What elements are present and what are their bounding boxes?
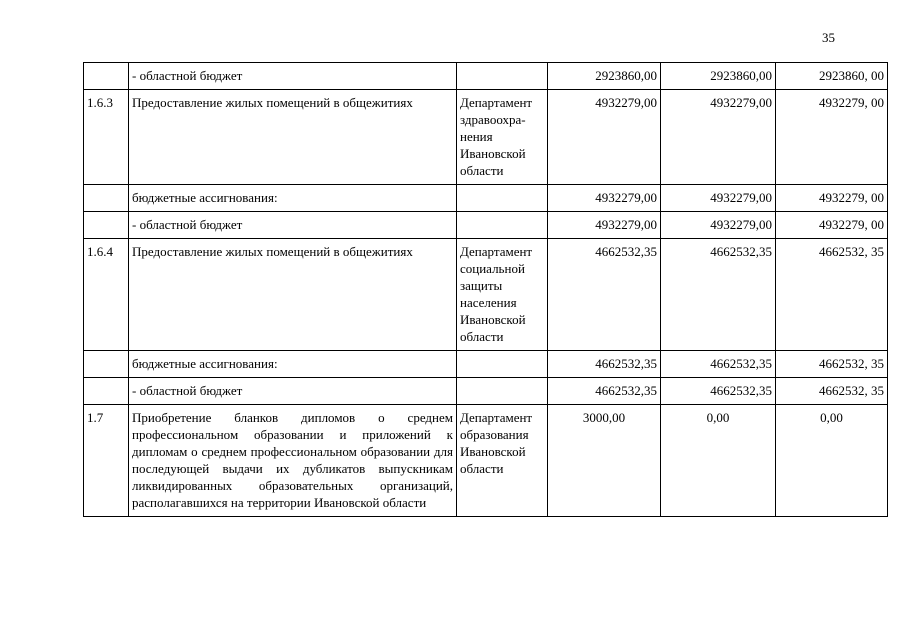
row-value-1: 4662532,35 <box>548 378 661 405</box>
row-value-2: 4662532,35 <box>661 378 776 405</box>
row-value-3: 4662532, 35 <box>776 239 888 351</box>
row-value-2: 4932279,00 <box>661 212 776 239</box>
row-value-2: 4932279,00 <box>661 90 776 185</box>
row-department <box>457 212 548 239</box>
row-code <box>84 212 129 239</box>
row-description: - областной бюджет <box>129 63 457 90</box>
department-line: социальной <box>460 261 525 276</box>
department-line: Департамент <box>460 410 533 425</box>
row-value-1: 4932279,00 <box>548 212 661 239</box>
department-line: Ивановской <box>460 444 526 459</box>
department-line: Департамент <box>460 95 533 110</box>
row-department <box>457 351 548 378</box>
department-line: здравоохра- <box>460 112 526 127</box>
department-line: Ивановской <box>460 146 526 161</box>
table-row <box>84 378 888 405</box>
row-value-2: 2923860,00 <box>661 63 776 90</box>
row-value-3: 4662532, 35 <box>776 378 888 405</box>
row-department <box>457 378 548 405</box>
row-code <box>84 351 129 378</box>
row-value-1: 3000,00 <box>548 405 661 517</box>
row-value-3: 4932279, 00 <box>776 185 888 212</box>
row-value-2: 4662532,35 <box>661 351 776 378</box>
row-description: - областной бюджет <box>129 378 457 405</box>
table-row <box>84 90 888 185</box>
row-department <box>457 185 548 212</box>
row-value-1: 4932279,00 <box>548 185 661 212</box>
row-description: - областной бюджет <box>129 212 457 239</box>
department-line: области <box>460 461 504 476</box>
row-value-1: 4662532,35 <box>548 239 661 351</box>
row-department <box>457 90 548 185</box>
row-value-1: 4932279,00 <box>548 90 661 185</box>
row-value-3: 0,00 <box>776 405 888 517</box>
row-value-1: 2923860,00 <box>548 63 661 90</box>
row-code <box>84 63 129 90</box>
department-line: Ивановской <box>460 312 526 327</box>
department-line: населения <box>460 295 517 310</box>
row-department <box>457 63 548 90</box>
row-code: 1.6.4 <box>84 239 129 351</box>
table-row <box>84 239 888 351</box>
row-value-2: 0,00 <box>661 405 776 517</box>
row-description: Предоставление жилых помещений в общежитиях <box>129 239 457 351</box>
row-description: бюджетные ассигнования: <box>129 185 457 212</box>
page-number: 35 <box>822 30 835 45</box>
table-row <box>84 212 888 239</box>
row-value-3: 4662532, 35 <box>776 351 888 378</box>
department-line: защиты <box>460 278 503 293</box>
row-department <box>457 239 548 351</box>
row-value-3: 4932279, 00 <box>776 90 888 185</box>
department-line: образования <box>460 427 529 442</box>
table-row <box>84 63 888 90</box>
department-line: области <box>460 163 504 178</box>
row-value-2: 4932279,00 <box>661 185 776 212</box>
row-description: Предоставление жилых помещений в общежитиях <box>129 90 457 185</box>
department-line: области <box>460 329 504 344</box>
row-department <box>457 405 548 517</box>
row-code: 1.6.3 <box>84 90 129 185</box>
row-value-1: 4662532,35 <box>548 351 661 378</box>
table-row <box>84 185 888 212</box>
table-row <box>84 351 888 378</box>
department-line: Департамент <box>460 244 533 259</box>
department-line: нения <box>460 129 493 144</box>
row-value-3: 4932279, 00 <box>776 212 888 239</box>
row-value-2: 4662532,35 <box>661 239 776 351</box>
row-description: Приобретение бланков дипломов о среднем профессиональном образовании и приложений к дипломам о среднем профессиональном образовании для последующей выдачи их дубликатов выпускникам ликвидированных образовательных организаций, располагавшихся на территории Ивановской области <box>129 405 457 517</box>
budget-table-body <box>84 63 888 517</box>
row-code <box>84 378 129 405</box>
row-code: 1.7 <box>84 405 129 517</box>
budget-table <box>83 62 888 517</box>
row-description: бюджетные ассигнования: <box>129 351 457 378</box>
row-value-3: 2923860, 00 <box>776 63 888 90</box>
table-row <box>84 405 888 517</box>
row-code <box>84 185 129 212</box>
